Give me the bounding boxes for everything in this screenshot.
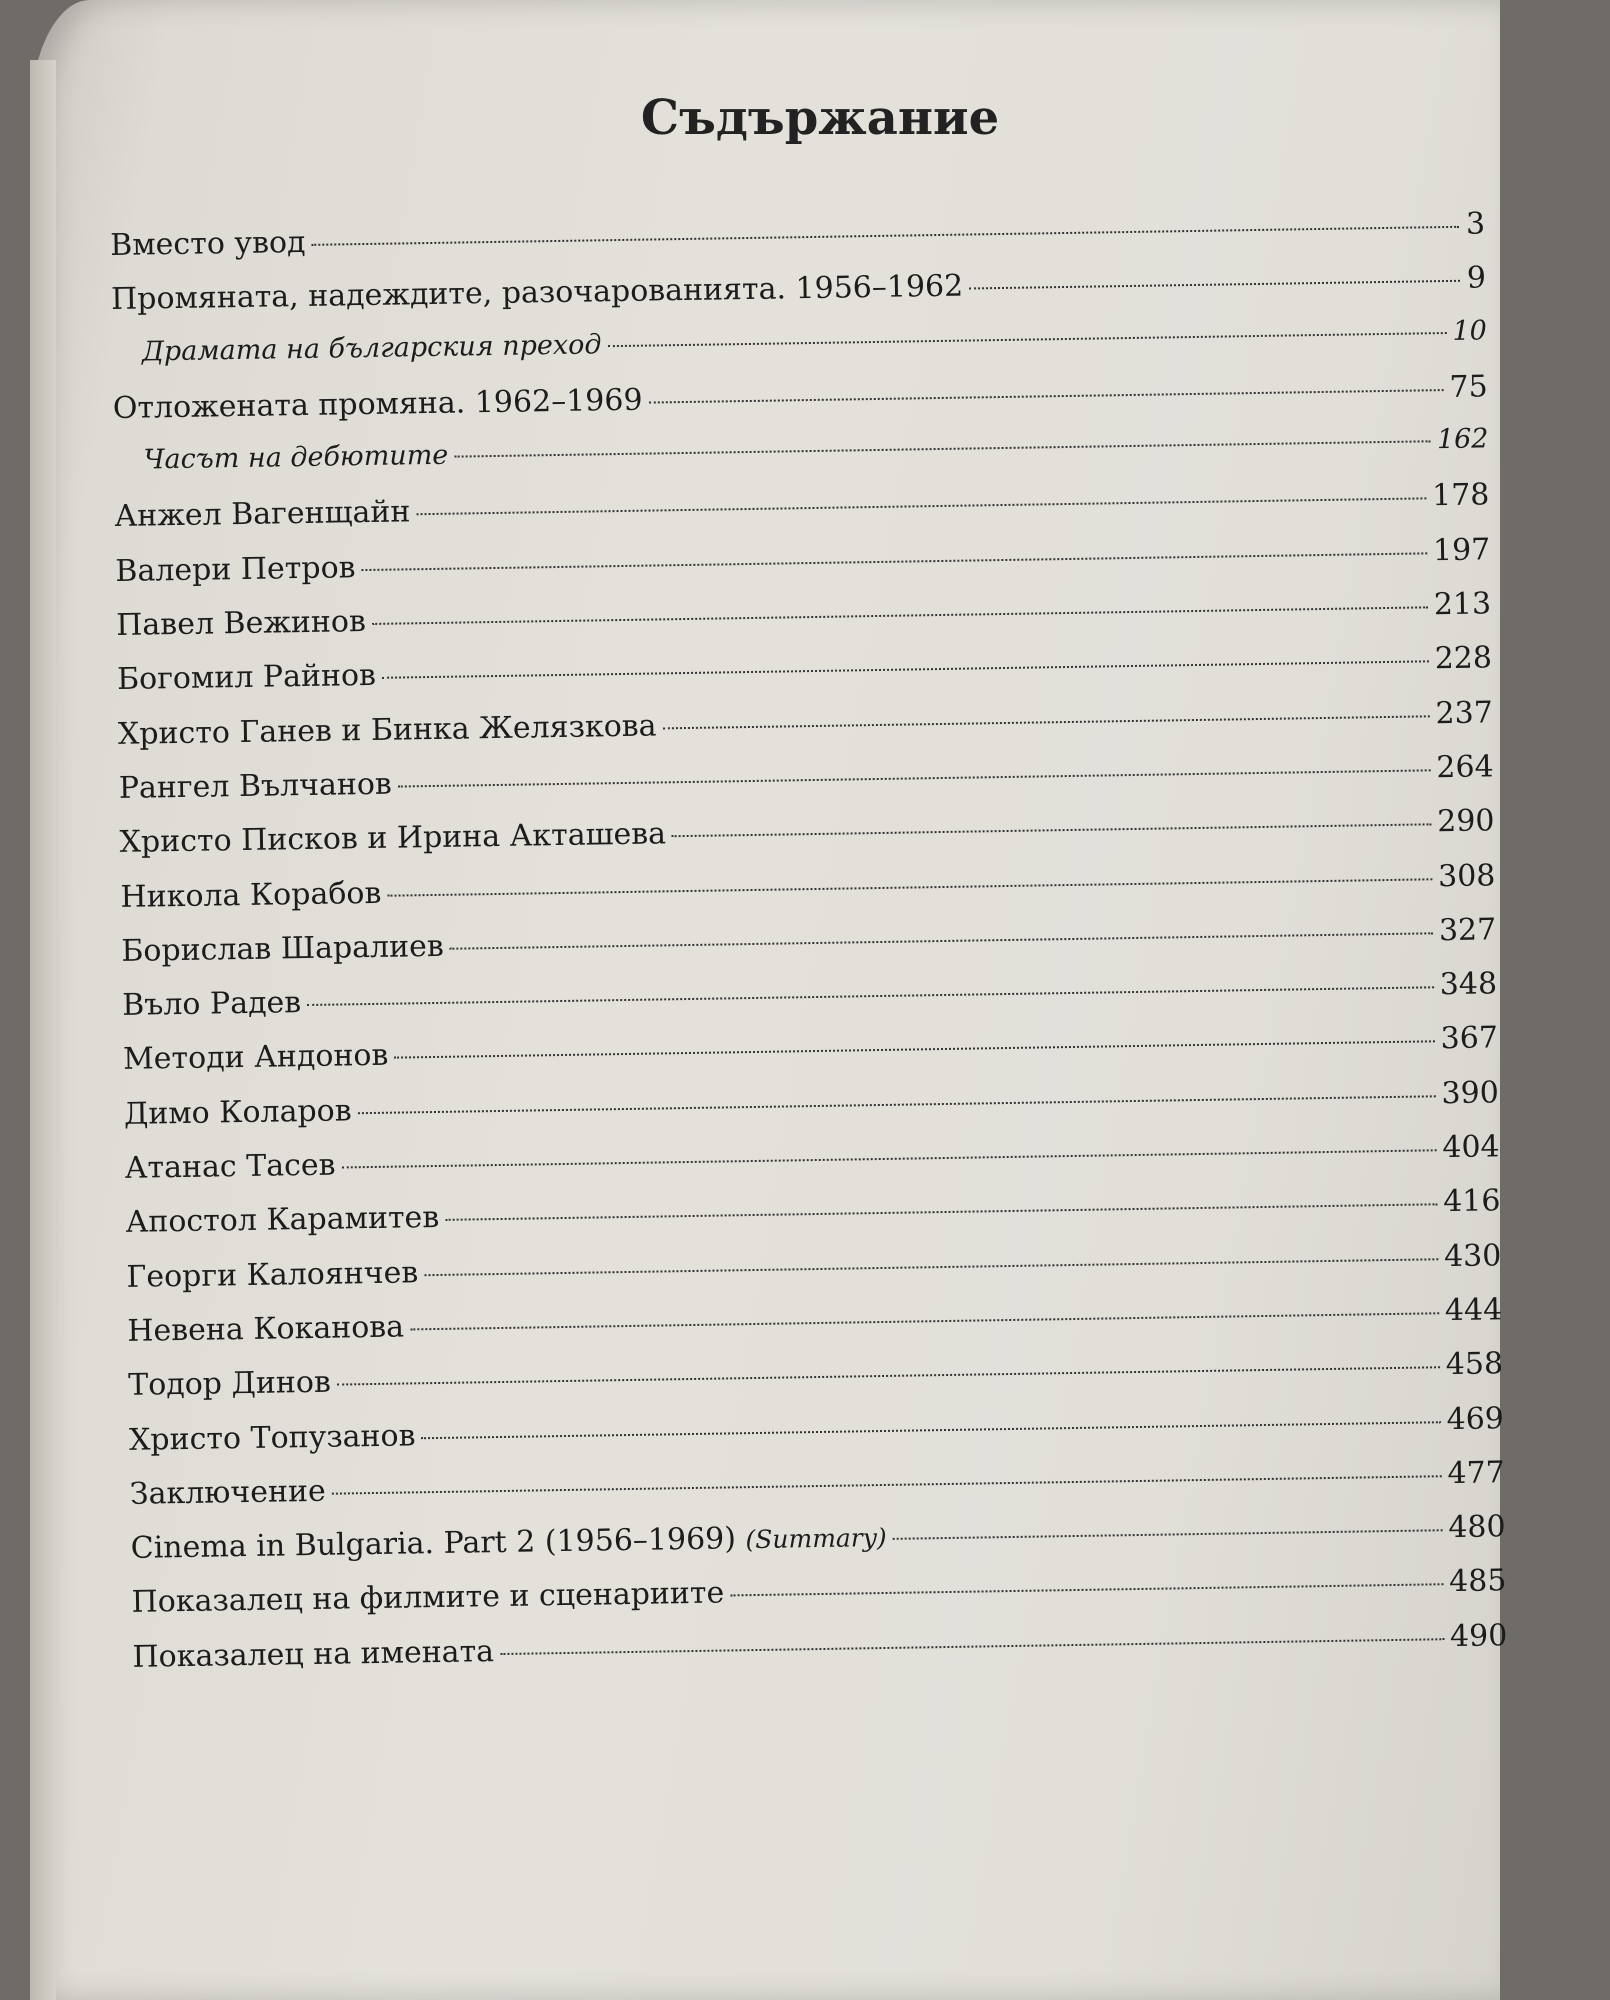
toc-entry-title: Анжел Вагенщайн	[114, 494, 411, 535]
toc-entry-page-number: 264	[1436, 749, 1494, 786]
toc-entry-title: Атанас Тасев	[124, 1147, 336, 1186]
toc-entry-title: Методи Андонов	[122, 1038, 389, 1078]
toc-entry-title: Отложената промяна. 1962–1969	[112, 382, 643, 426]
dot-leader	[450, 932, 1433, 949]
dot-leader	[454, 440, 1431, 457]
toc-entry-label	[122, 985, 302, 1023]
toc-entry-label	[123, 1038, 389, 1077]
dot-leader	[663, 715, 1430, 729]
toc-entry-label	[128, 1365, 331, 1403]
toc-entry-label	[129, 1418, 416, 1457]
toc-entry-label	[115, 550, 356, 589]
toc-entry-page-number: 458	[1445, 1346, 1504, 1383]
dot-leader	[332, 1475, 1442, 1494]
dot-leader	[358, 1095, 1436, 1114]
toc-entry-page-number: 416	[1442, 1183, 1501, 1220]
toc-entry-title: Вместо увод	[110, 224, 306, 263]
toc-title: Съдържание	[640, 90, 1000, 146]
toc-entry-title: Никола Корабов	[120, 875, 382, 915]
toc-entry-title: Показалец на филмите и сценариите	[131, 1575, 725, 1621]
dot-leader	[893, 1529, 1443, 1540]
dot-leader	[362, 552, 1427, 571]
dot-leader	[500, 1638, 1444, 1655]
toc-entry-page-number: 390	[1441, 1075, 1500, 1111]
toc-entry-label	[125, 1200, 439, 1240]
toc-entry-page-number: 308	[1437, 857, 1496, 894]
toc-entry-page-number: 480	[1448, 1509, 1506, 1546]
toc-entry-title: Христо Топузанов	[128, 1417, 416, 1458]
toc-entry-page-number: 485	[1448, 1563, 1507, 1600]
toc-entry-title: Павел Вежинов	[115, 604, 367, 644]
toc-entry-page-number: 367	[1440, 1020, 1499, 1057]
dot-leader	[387, 878, 1432, 896]
dot-leader	[382, 661, 1429, 679]
dot-leader	[730, 1584, 1443, 1597]
toc-list	[110, 206, 1508, 1693]
toc-entry-label	[143, 440, 448, 476]
toc-entry-page-number: 444	[1444, 1292, 1503, 1329]
toc-entry-page-number: 178	[1431, 477, 1490, 514]
toc-entry-page-number: 348	[1439, 966, 1498, 1003]
toc-entry-page-number: 327	[1438, 912, 1497, 949]
toc-entry-page-number: 477	[1447, 1455, 1505, 1491]
toc-entry-label	[126, 1255, 418, 1295]
toc-entry-label	[119, 767, 393, 806]
toc-entry-title: Валери Петров	[115, 549, 356, 589]
toc-entry-page-number: 228	[1434, 640, 1493, 677]
toc-entry-page-number: 237	[1435, 695, 1494, 731]
dot-leader	[410, 1312, 1439, 1330]
toc-entry-page-number: 430	[1443, 1237, 1502, 1274]
toc-entry-title: Промяната, надеждите, разочарованията. 1956–1962	[110, 268, 964, 318]
toc-entry-title: Показалец на имената	[132, 1633, 495, 1675]
dot-leader	[424, 1258, 1438, 1276]
dot-leader	[311, 226, 1459, 246]
dot-leader	[445, 1204, 1437, 1222]
toc-entry-page-number: 75	[1449, 369, 1488, 405]
dot-leader	[672, 824, 1431, 838]
toc-entry-label	[120, 875, 381, 914]
toc-entry-label	[116, 604, 366, 643]
page-edge	[30, 60, 56, 2000]
dot-leader	[607, 332, 1446, 347]
dot-leader	[649, 389, 1444, 403]
toc-entry-label	[142, 329, 602, 367]
toc-entry-title: Въло Радев	[121, 985, 302, 1024]
toc-entry-title: Драмата на българския преход	[141, 328, 602, 368]
toc-entry-label	[117, 658, 376, 697]
toc-entry-label	[113, 383, 643, 426]
book-page	[30, 0, 1508, 2000]
toc-entry-page-number: 9	[1466, 260, 1487, 296]
toc-entry-label	[119, 817, 666, 861]
dot-leader	[342, 1149, 1437, 1168]
toc-entry-label	[118, 708, 657, 751]
toc-entry-page-number: 197	[1432, 532, 1491, 569]
dot-leader	[398, 769, 1431, 787]
toc-entry-title: Рангел Вълчанов	[118, 766, 393, 806]
dot-leader	[307, 986, 1434, 1006]
toc-entry-title: Борислав Шаралиев	[121, 928, 444, 969]
toc-entry-title: Богомил Райнов	[116, 658, 377, 698]
toc-entry-page-number: 290	[1436, 803, 1495, 840]
toc-entry-page-number: 213	[1433, 586, 1492, 623]
toc-entry-page-number: 162	[1436, 423, 1489, 456]
toc-entry-title: Христо Ганев и Бинка Желязкова	[117, 708, 657, 752]
toc-entry-label	[110, 225, 306, 263]
toc-entry-label	[130, 1474, 326, 1512]
dot-leader	[372, 606, 1428, 625]
dot-leader	[337, 1366, 1440, 1385]
dot-leader	[416, 498, 1426, 516]
toc-entry-page-number: 490	[1449, 1617, 1508, 1654]
toc-entry-title: Часът на дебютите	[143, 439, 449, 476]
toc-entry-title: Димо Коларов	[123, 1093, 352, 1132]
toc-entry-label	[121, 929, 444, 969]
toc-entry-page-number: 10	[1452, 314, 1488, 347]
toc-entry-label	[127, 1309, 404, 1348]
toc-entry-label	[124, 1093, 352, 1132]
dot-leader	[394, 1041, 1434, 1059]
toc-entry-summary-note: (Summary)	[745, 1523, 887, 1555]
toc-entry-page-number: 3	[1465, 206, 1486, 242]
toc-entry-title: Cinema in Bulgaria. Part 2 (1956–1969)	[130, 1521, 737, 1566]
toc-entry-label	[132, 1634, 494, 1675]
toc-entry-title: Заключение	[129, 1473, 326, 1512]
toc-entry-title: Невена Коканова	[127, 1309, 405, 1349]
toc-entry-label	[124, 1148, 335, 1186]
toc-entry-title: Тодор Динов	[127, 1364, 332, 1404]
dot-leader	[421, 1421, 1440, 1439]
dot-leader	[969, 280, 1460, 290]
toc-entry-title: Георги Калоянчев	[126, 1254, 419, 1295]
toc-entry-title: Христо Писков и Ирина Акташева	[119, 816, 667, 861]
toc-entry-page-number: 404	[1442, 1129, 1500, 1166]
toc-entry-label	[114, 495, 410, 535]
toc-entry-page-number: 469	[1446, 1400, 1505, 1437]
toc-entry-title: Апостол Карамитев	[125, 1200, 440, 1241]
